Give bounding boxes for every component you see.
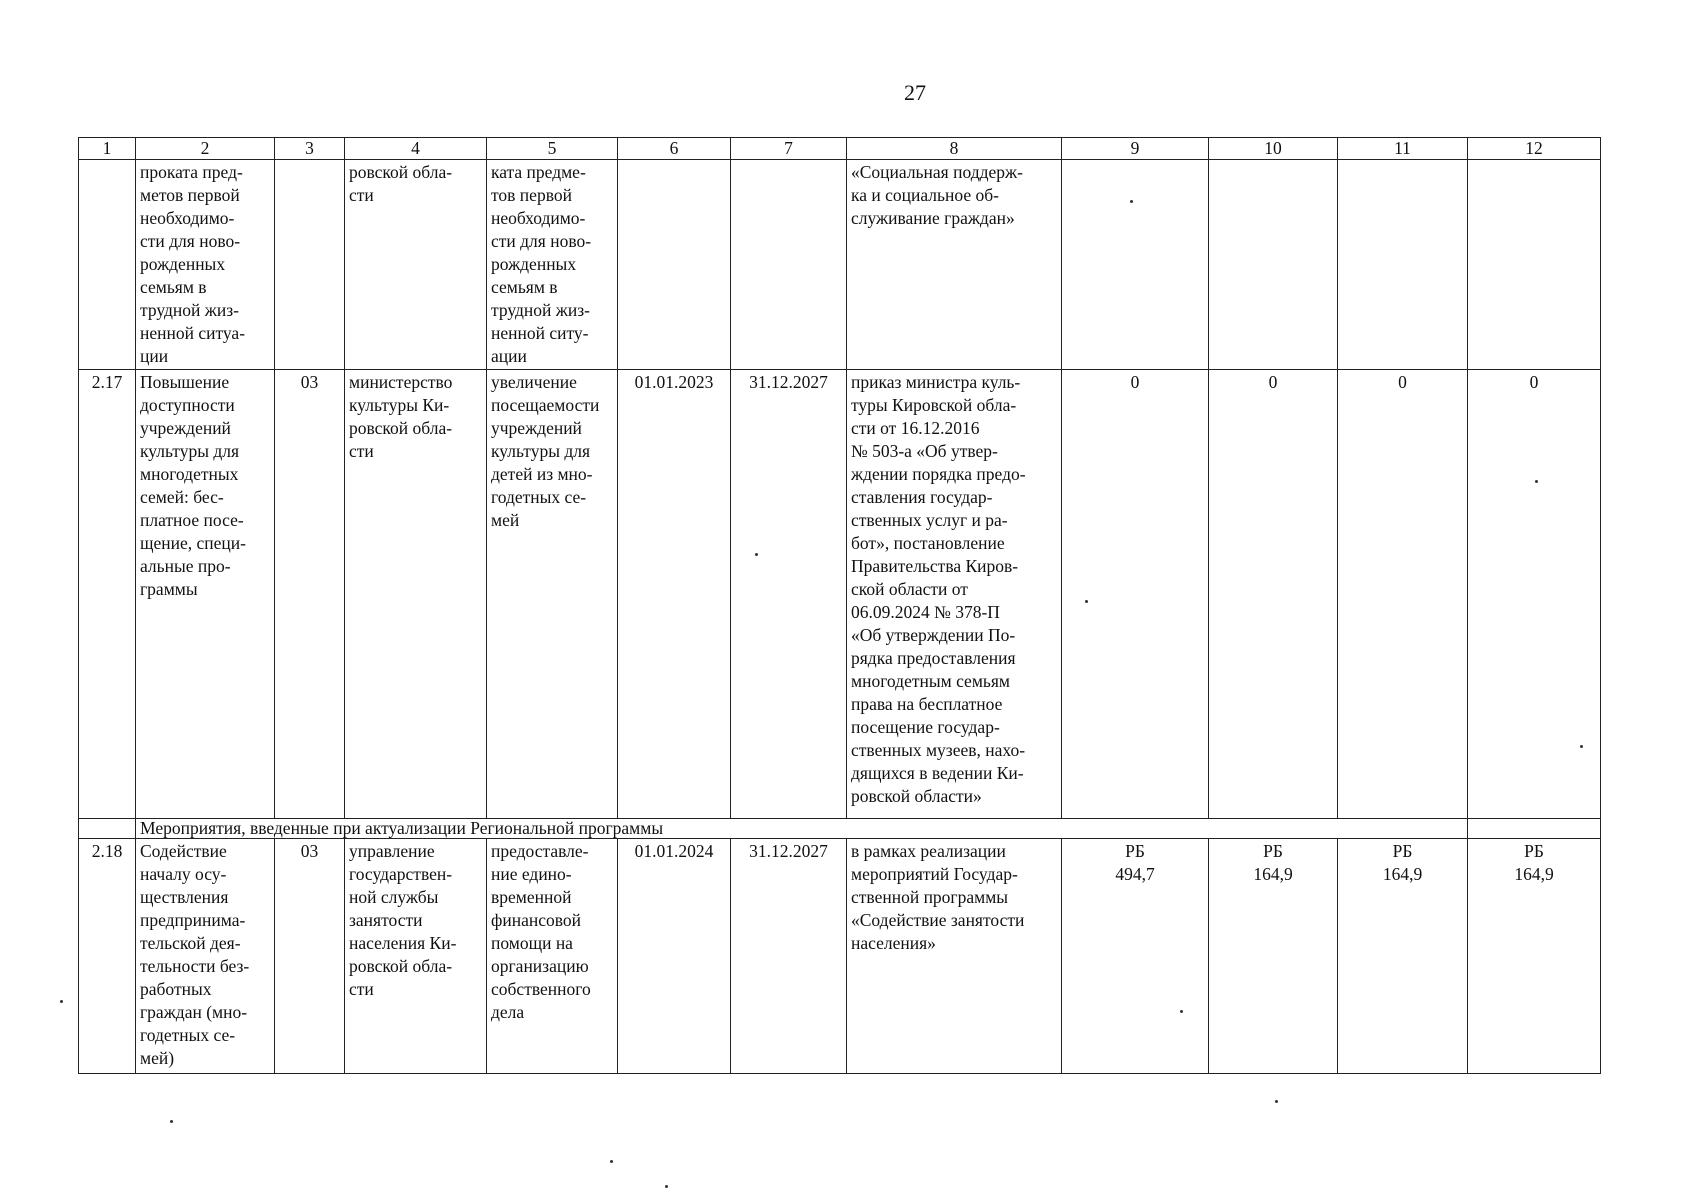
measures-table: [78, 137, 1601, 1074]
cell-funding-9: 0: [1062, 370, 1209, 819]
cell-legal-basis: в рамках реализации мероприятий Государ- ственной программы «Содействие занятости населения»: [847, 839, 1062, 1074]
cell-funding-11: 0: [1338, 370, 1468, 819]
cell-funding-10: РБ 164,9: [1209, 839, 1338, 1074]
table-row-2-17: [79, 370, 1601, 819]
table-row-continued: [79, 160, 1601, 370]
scan-speck: [755, 553, 758, 556]
col-header-3: 3: [275, 138, 345, 160]
table-row-2-18: [79, 839, 1601, 1074]
cell-executor: ровской обла- сти: [345, 160, 487, 370]
cell-end-date: [731, 160, 847, 370]
cell-executor: министерство культуры Ки- ровской обла- сти: [345, 370, 487, 819]
scan-speck: [1180, 1010, 1183, 1013]
scan-speck: [170, 1120, 173, 1123]
cell-end-date: 31.12.2027: [731, 839, 847, 1074]
cell-expected-result: предоставле- ние едино- временной финансовой помощи на организацию собственного дела: [487, 839, 618, 1074]
scan-speck: [1275, 1100, 1278, 1103]
col-header-9: 9: [1062, 138, 1209, 160]
cell-start-date: [618, 160, 731, 370]
section-number-cell: [79, 819, 136, 839]
cell-funding-9: [1062, 160, 1209, 370]
cell-start-date: 01.01.2024: [618, 839, 731, 1074]
section-header-row: [79, 819, 1601, 839]
cell-funding-10: 0: [1209, 370, 1338, 819]
scan-speck: [60, 1000, 63, 1003]
col-header-5: 5: [487, 138, 618, 160]
cell-funding-10: [1209, 160, 1338, 370]
cell-funding-12: 0: [1468, 370, 1601, 819]
col-header-2: 2: [136, 138, 275, 160]
col-header-11: 11: [1338, 138, 1468, 160]
cell-funding-11: РБ 164,9: [1338, 839, 1468, 1074]
cell-executor: управление государствен- ной службы занятости населения Ки- ровской обла- сти: [345, 839, 487, 1074]
page-number: 27: [904, 80, 926, 105]
scan-speck: [1085, 600, 1088, 603]
cell-measure-name: Повышение доступности учреждений культуры для многодетных семей: бес- платное посе- щение, специ- альные про- граммы: [136, 370, 275, 819]
cell-number: 2.17: [79, 370, 136, 819]
scan-speck: [1535, 480, 1538, 483]
cell-funding-9: РБ 494,7: [1062, 839, 1209, 1074]
cell-legal-basis: приказ министра куль- туры Кировской обла- сти от 16.12.2016 № 503-а «Об утвер- ждении порядка предо- ставления государ- ственных услуг и ра- бот», постановление Правительства Киров- ской области от 06.09.2024 № 378-П «Об утверждении По- рядка предоставления многодетным семьям права на бесплатное посещение государ- ственных музеев, нахо- дящихся в ведении Ки- ровской области»: [847, 370, 1062, 819]
scan-speck: [1580, 745, 1583, 748]
cell-direction-code: [275, 160, 345, 370]
col-header-4: 4: [345, 138, 487, 160]
cell-end-date: 31.12.2027: [731, 370, 847, 819]
cell-number: [79, 160, 136, 370]
cell-expected-result: увеличение посещаемости учреждений культуры для детей из мно- годетных се- мей: [487, 370, 618, 819]
cell-number: 2.18: [79, 839, 136, 1074]
cell-legal-basis: «Социальная поддерж- ка и социальное об- служивание граждан»: [847, 160, 1062, 370]
cell-funding-11: [1338, 160, 1468, 370]
cell-funding-12: РБ 164,9: [1468, 839, 1601, 1074]
col-header-1: 1: [79, 138, 136, 160]
section-label: Мероприятия, введенные при актуализации Региональной программы: [136, 819, 1468, 839]
cell-funding-12: [1468, 160, 1601, 370]
scan-speck: [610, 1160, 613, 1163]
cell-expected-result: ката предме- тов первой необходимо- сти для ново- рожденных семьям в трудной жиз- ненной ситу- ации: [487, 160, 618, 370]
cell-direction-code: 03: [275, 370, 345, 819]
column-number-header-row: [79, 138, 1601, 160]
col-header-12: 12: [1468, 138, 1601, 160]
scan-speck: [665, 1185, 668, 1188]
col-header-7: 7: [731, 138, 847, 160]
section-last-cell: [1468, 819, 1601, 839]
col-header-8: 8: [847, 138, 1062, 160]
cell-measure-name: проката пред- метов первой необходимо- сти для ново- рожденных семьям в трудной жиз- ненной ситуа- ции: [136, 160, 275, 370]
cell-start-date: 01.01.2023: [618, 370, 731, 819]
cell-direction-code: 03: [275, 839, 345, 1074]
cell-measure-name: Содействие началу осу- ществления предпринима- тельской дея- тельности без- работных граждан (мно- годетных се- мей): [136, 839, 275, 1074]
col-header-6: 6: [618, 138, 731, 160]
col-header-10: 10: [1209, 138, 1338, 160]
scan-speck: [1130, 200, 1133, 203]
